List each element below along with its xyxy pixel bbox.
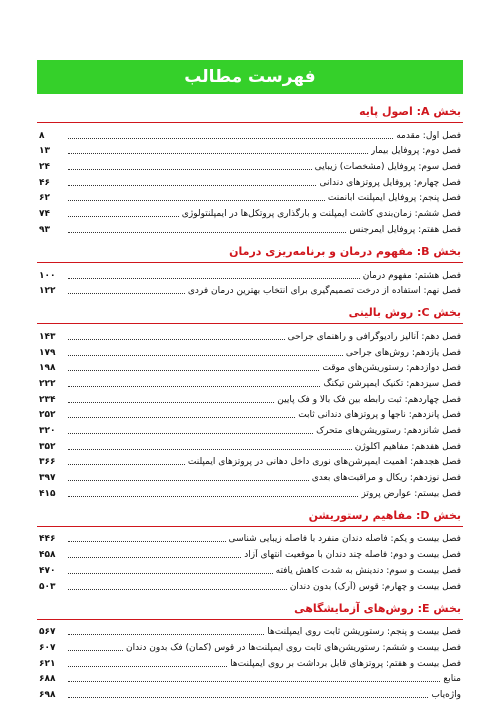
dot-leader (68, 557, 241, 558)
entry-page-number: ۶۹۸ (39, 689, 56, 700)
entry-page-number: ۶۲۱ (39, 658, 56, 669)
entry-title: فصل چهاردهم: ثبت رابطه بین فک بالا و فک پایین (277, 394, 461, 405)
toc-entry[interactable] (37, 126, 463, 142)
entry-title: فصل هفدهم: مفاهیم اکلوژن (354, 441, 461, 452)
dot-leader (68, 169, 312, 170)
entry-title: فصل پنجم: پروفایل ایمپلنت ابانمنت (327, 193, 461, 204)
entry-page-number: ۳۹۷ (39, 473, 56, 484)
dot-leader (68, 681, 440, 682)
toc-entry[interactable] (37, 204, 463, 220)
entry-title: فصل هشتم: مفهوم درمان (362, 270, 461, 281)
entry-page-number: ۲۵۲ (39, 410, 56, 421)
table-of-contents (37, 102, 463, 701)
toc-entry[interactable] (37, 142, 463, 158)
dot-leader (68, 573, 273, 574)
entry-title: فصل هفتم: پروفایل ایمرجنس (349, 224, 461, 235)
dot-leader (68, 496, 358, 497)
toc-entry[interactable] (37, 189, 463, 205)
entry-page-number: ۴۵۸ (39, 550, 56, 561)
entry-title: فصل اول: مقدمه (396, 130, 461, 141)
toc-entry[interactable] (37, 343, 463, 359)
entry-title: فصل چهارم: پروفایل پروتزهای دندانی (319, 177, 461, 188)
entry-page-number: ۴۷۰ (39, 565, 56, 576)
section-heading: بخش A: اصول پایه (37, 102, 463, 123)
dot-leader (68, 138, 393, 139)
entry-title: فصل دوازدهم: رستوریشن‌های موقت (322, 363, 461, 374)
dot-leader (68, 464, 185, 465)
dot-leader (68, 185, 316, 186)
toc-entry[interactable] (37, 638, 463, 654)
toc-entry[interactable] (37, 282, 463, 298)
dot-leader (68, 417, 295, 418)
toc-entry[interactable] (37, 468, 463, 484)
dot-leader (68, 433, 313, 434)
entry-page-number: ۵۶۷ (39, 627, 56, 638)
dot-leader (68, 355, 343, 356)
toc-entry[interactable] (37, 654, 463, 670)
dot-leader (68, 666, 227, 667)
dot-leader (68, 216, 179, 217)
toc-entry[interactable] (37, 670, 463, 686)
entry-title: منابع (443, 674, 461, 685)
entry-page-number: ۳۶۶ (39, 457, 56, 468)
toc-entry[interactable] (37, 266, 463, 282)
dot-leader (68, 293, 185, 294)
entry-page-number: ۴۱۵ (39, 488, 56, 499)
entry-title: فصل ششم: زمان‌بندی کاشت ایمپلنت و بارگذاری پروتکل‌ها در ایمپلنتولوژی (181, 209, 461, 220)
entry-page-number: ۱۳ (39, 146, 50, 157)
entry-title: فصل دوم: پروفایل بیمار (370, 146, 461, 157)
entry-title: فصل یازدهم: روش‌های جراحی (345, 347, 461, 358)
dot-leader (68, 153, 368, 154)
toc-entry[interactable] (37, 484, 463, 500)
page-title: فهرست مطالب (184, 67, 316, 87)
entry-page-number: ۴۶ (39, 177, 50, 188)
dot-leader (68, 232, 346, 233)
toc-section (37, 303, 463, 500)
toc-entry[interactable] (37, 173, 463, 189)
entry-title: فصل بیست و یکم: فاصله دندان منفرد با فاصله زیبایی شناسی (228, 534, 461, 545)
dot-leader (68, 339, 285, 340)
entry-title: فصل بیست و پنجم: رستوریشن ثابت روی ایمپلنت‌ها (267, 627, 461, 638)
toc-entry[interactable] (37, 453, 463, 469)
toc-header-banner (37, 60, 463, 94)
entry-title: فصل پانزدهم: ناجها و پروتزهای دندانی ثابت (298, 410, 461, 421)
entry-page-number: ۱۴۳ (39, 331, 56, 342)
entry-page-number: ۸ (39, 130, 45, 141)
entry-page-number: ۷۴ (39, 209, 50, 220)
entry-page-number: ۱۰۰ (39, 270, 56, 281)
dot-leader (68, 697, 428, 698)
toc-entry[interactable] (37, 530, 463, 546)
entry-page-number: ۴۴۶ (39, 534, 56, 545)
entry-title: فصل سیزدهم: تکنیک ایمپرشن تیکنگ (323, 378, 461, 389)
dot-leader (68, 386, 320, 387)
entry-title: فصل دهم: آنالیز رادیوگرافی و راهنمای جراحی (287, 331, 461, 342)
toc-entry[interactable] (37, 623, 463, 639)
entry-page-number: ۱۷۹ (39, 347, 56, 358)
section-heading: بخش C: روش بالینی (37, 303, 463, 324)
toc-entry[interactable] (37, 545, 463, 561)
entry-title: فصل بیست و چهارم: قوس (آرک) بدون دندان (289, 581, 461, 592)
toc-entry[interactable] (37, 561, 463, 577)
entry-page-number: ۲۲۲ (39, 378, 56, 389)
dot-leader (68, 541, 226, 542)
entry-title: فصل بیست و دوم: فاصله چند دندان با موقعیت انتهای آزاد (244, 550, 461, 561)
entry-page-number: ۹۳ (39, 224, 50, 235)
toc-entry[interactable] (37, 220, 463, 236)
dot-leader (68, 589, 287, 590)
toc-entry[interactable] (37, 577, 463, 593)
dot-leader (68, 449, 352, 450)
entry-page-number: ۳۲۰ (39, 426, 56, 436)
toc-entry[interactable] (37, 327, 463, 343)
entry-page-number: ۶۲ (39, 193, 50, 204)
toc-entry[interactable] (37, 374, 463, 390)
toc-entry[interactable] (37, 359, 463, 375)
dot-leader (68, 480, 309, 481)
entry-title: واژه‌یاب (431, 689, 461, 700)
toc-section (37, 102, 463, 236)
toc-entry[interactable] (37, 421, 463, 437)
entry-page-number: ۵۰۳ (39, 581, 56, 592)
dot-leader (68, 634, 264, 635)
dot-leader (68, 370, 319, 371)
toc-entry[interactable] (37, 390, 463, 406)
entry-title: فصل سوم: پروفایل (مشخصات) زیبایی (314, 162, 461, 173)
section-heading: بخش D: مفاهیم رستوریشن (37, 506, 463, 527)
section-heading: بخش B: مفهوم درمان و برنامه‌ریزی درمان (37, 242, 463, 263)
dot-leader (68, 402, 274, 403)
entry-page-number: ۶۸۸ (39, 674, 56, 685)
toc-entry[interactable] (37, 157, 463, 173)
entry-title: فصل بیستم: عوارض پروتز (361, 488, 461, 499)
entry-title: فصل نوزدهم: ریکال و مراقبت‌های بعدی (311, 473, 461, 484)
dot-leader (68, 650, 123, 651)
entry-title: فصل نهم: استفاده از درخت تصمیم‌گیری برای انتخاب بهترین درمان فردی (187, 286, 461, 297)
entry-title: فصل هجدهم: اهمیت ایمپرشن‌های نوری داخل دهانی در پروتزهای ایمپلنت (187, 457, 461, 468)
toc-entry[interactable] (37, 685, 463, 701)
entry-page-number: ۲۴ (39, 162, 50, 173)
entry-page-number: ۳۵۲ (39, 441, 56, 452)
dot-leader (68, 278, 360, 279)
toc-entry[interactable] (37, 406, 463, 422)
section-heading: بخش E: روش‌های آزمایشگاهی (37, 599, 463, 620)
toc-section (37, 599, 463, 701)
entry-page-number: ۲۳۴ (39, 394, 56, 405)
dot-leader (68, 200, 325, 201)
toc-entry[interactable] (37, 437, 463, 453)
entry-page-number: ۶۰۷ (39, 642, 56, 653)
toc-section (37, 506, 463, 593)
entry-title: فصل شانزدهم: رستوریشن‌های متحرک (316, 426, 461, 436)
entry-title: فصل بیست و سوم: دندینش به شدت کاهش یافته (275, 565, 461, 576)
entry-page-number: ۱۲۲ (39, 286, 56, 297)
entry-title: فصل بیست و هفتم: پروتزهای قابل برداشت بر روی ایمپلنت‌ها (230, 658, 461, 669)
entry-title: فصل بیست و ششم: رستوریشن‌های ثابت روی ایمپلنت‌ها در قوس (کمان) فک بدون دندان (126, 642, 461, 653)
entry-page-number: ۱۹۸ (39, 363, 56, 374)
toc-section (37, 242, 463, 297)
